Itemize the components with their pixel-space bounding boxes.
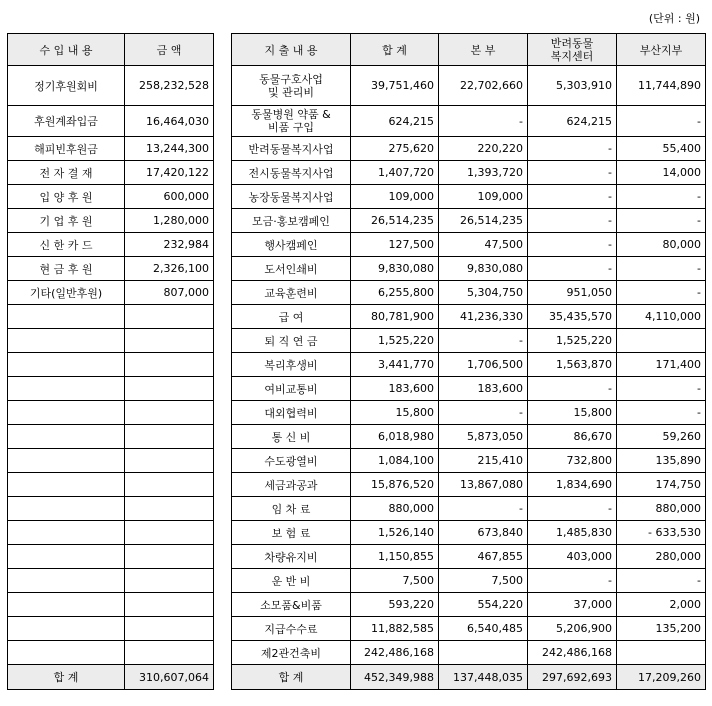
expense-amount-cell: 1,393,720 (439, 161, 528, 185)
income-amount-cell: 600,000 (125, 185, 214, 209)
income-amount-cell: 807,000 (125, 281, 214, 305)
expense-amount-cell: 1,150,855 (351, 545, 439, 569)
income-item-label: 기 업 후 원 (8, 209, 125, 233)
expense-item-label: 제2관건축비 (232, 641, 351, 665)
table-row (232, 281, 706, 305)
expense-amount-cell: 624,215 (351, 106, 439, 137)
expense-amount-cell: 171,400 (617, 353, 706, 377)
expense-amount-cell: - (617, 377, 706, 401)
empty-cell (8, 401, 125, 425)
income-total-cell: 310,607,064 (125, 665, 214, 690)
income-item-label: 신 한 카 드 (8, 233, 125, 257)
empty-cell (125, 353, 214, 377)
income-header-cell: 수 입 내 용 (8, 34, 125, 66)
table-row (232, 473, 706, 497)
income-amount-cell: 258,232,528 (125, 66, 214, 106)
expense-amount-cell: - (617, 185, 706, 209)
empty-row (8, 305, 214, 329)
expense-amount-cell: 880,000 (617, 497, 706, 521)
expense-total-row (232, 665, 706, 690)
income-header-cell: 금 액 (125, 34, 214, 66)
empty-cell (8, 545, 125, 569)
table-row (232, 617, 706, 641)
income-table (7, 33, 214, 690)
empty-row (8, 425, 214, 449)
expense-amount-cell: - (528, 137, 617, 161)
table-row (232, 305, 706, 329)
expense-item-label: 여비교통비 (232, 377, 351, 401)
expense-amount-cell: 6,255,800 (351, 281, 439, 305)
expense-amount-cell: 5,206,900 (528, 617, 617, 641)
table-row (232, 353, 706, 377)
empty-cell (8, 305, 125, 329)
empty-cell (8, 497, 125, 521)
empty-cell (8, 569, 125, 593)
expense-amount-cell: 14,000 (617, 161, 706, 185)
expense-header-row (232, 34, 706, 66)
empty-row (8, 401, 214, 425)
expense-item-label: 임 차 료 (232, 497, 351, 521)
expense-item-label: 차량유지비 (232, 545, 351, 569)
expense-amount-cell: 242,486,168 (351, 641, 439, 665)
table-row (232, 257, 706, 281)
expense-header-cell: 반려동물 복지센터 (528, 34, 617, 66)
expense-header-cell: 합 계 (351, 34, 439, 66)
expense-amount-cell: 215,410 (439, 449, 528, 473)
expense-item-label: 소모품&비품 (232, 593, 351, 617)
unit-label: (단위 : 원) (648, 12, 700, 25)
expense-amount-cell: 242,486,168 (528, 641, 617, 665)
expense-amount-cell: 127,500 (351, 233, 439, 257)
income-item-label: 정기후원회비 (8, 66, 125, 106)
empty-row (8, 521, 214, 545)
empty-cell (8, 377, 125, 401)
income-total-row (8, 665, 214, 690)
expense-amount-cell: 1,084,100 (351, 449, 439, 473)
expense-amount-cell: - (617, 106, 706, 137)
table-row (232, 106, 706, 137)
expense-amount-cell: - (528, 185, 617, 209)
empty-cell (125, 641, 214, 665)
income-item-label: 전 자 결 재 (8, 161, 125, 185)
expense-amount-cell: 39,751,460 (351, 66, 439, 106)
expense-amount-cell: 1,526,140 (351, 521, 439, 545)
expense-amount-cell: - (617, 281, 706, 305)
expense-amount-cell: 47,500 (439, 233, 528, 257)
expense-amount-cell: 135,890 (617, 449, 706, 473)
empty-row (8, 449, 214, 473)
empty-cell (125, 617, 214, 641)
table-row (8, 209, 214, 233)
empty-cell (125, 473, 214, 497)
expense-amount-cell: 80,781,900 (351, 305, 439, 329)
expense-amount-cell: 26,514,235 (351, 209, 439, 233)
expense-item-label: 퇴 직 연 금 (232, 329, 351, 353)
empty-cell (125, 497, 214, 521)
expense-total-cell: 297,692,693 (528, 665, 617, 690)
table-row (232, 377, 706, 401)
expense-header-cell: 본 부 (439, 34, 528, 66)
table-row (8, 233, 214, 257)
empty-cell (125, 593, 214, 617)
expense-amount-cell: 183,600 (351, 377, 439, 401)
empty-cell (8, 617, 125, 641)
expense-amount-cell (617, 329, 706, 353)
expense-amount-cell: 174,750 (617, 473, 706, 497)
empty-cell (8, 593, 125, 617)
expense-amount-cell: - (528, 257, 617, 281)
expense-amount-cell: - (439, 401, 528, 425)
income-total-label: 합 계 (8, 665, 125, 690)
expense-amount-cell: - (528, 209, 617, 233)
expense-amount-cell: 15,800 (351, 401, 439, 425)
expense-amount-cell: 1,834,690 (528, 473, 617, 497)
expense-item-label: 수도광열비 (232, 449, 351, 473)
table-row (8, 257, 214, 281)
empty-cell (8, 329, 125, 353)
expense-amount-cell: 1,706,500 (439, 353, 528, 377)
table-row (232, 137, 706, 161)
expense-amount-cell: - (617, 569, 706, 593)
expense-item-label: 농장동물복지사업 (232, 185, 351, 209)
empty-row (8, 545, 214, 569)
expense-amount-cell: 59,260 (617, 425, 706, 449)
expense-amount-cell: 6,018,980 (351, 425, 439, 449)
expense-amount-cell: 22,702,660 (439, 66, 528, 106)
empty-cell (125, 377, 214, 401)
expense-amount-cell: 37,000 (528, 593, 617, 617)
expense-amount-cell: 86,670 (528, 425, 617, 449)
table-row (232, 209, 706, 233)
expense-item-label: 반려동물복지사업 (232, 137, 351, 161)
expense-amount-cell: 26,514,235 (439, 209, 528, 233)
expense-amount-cell: - (439, 106, 528, 137)
expense-table (231, 33, 706, 690)
table-row (232, 449, 706, 473)
expense-amount-cell: 593,220 (351, 593, 439, 617)
empty-row (8, 641, 214, 665)
expense-amount-cell: 467,855 (439, 545, 528, 569)
expense-item-label: 행사캠페인 (232, 233, 351, 257)
income-item-label: 해피빈후원금 (8, 137, 125, 161)
table-row (232, 593, 706, 617)
expense-amount-cell: 3,441,770 (351, 353, 439, 377)
income-amount-cell: 16,464,030 (125, 106, 214, 137)
expense-amount-cell: - (439, 497, 528, 521)
empty-row (8, 473, 214, 497)
expense-amount-cell: 7,500 (351, 569, 439, 593)
expense-item-label: 교육훈련비 (232, 281, 351, 305)
expense-amount-cell: - (528, 161, 617, 185)
expense-header-cell: 지 출 내 용 (232, 34, 351, 66)
expense-item-label: 대외협력비 (232, 401, 351, 425)
expense-amount-cell: 5,304,750 (439, 281, 528, 305)
expense-amount-cell: - 633,530 (617, 521, 706, 545)
expense-amount-cell: 1,407,720 (351, 161, 439, 185)
expense-amount-cell: 280,000 (617, 545, 706, 569)
empty-cell (125, 329, 214, 353)
expense-item-label: 지급수수료 (232, 617, 351, 641)
expense-amount-cell: 5,303,910 (528, 66, 617, 106)
income-item-label: 후원계좌입금 (8, 106, 125, 137)
expense-amount-cell: 1,525,220 (351, 329, 439, 353)
expense-item-label: 보 험 료 (232, 521, 351, 545)
expense-amount-cell: 6,540,485 (439, 617, 528, 641)
expense-amount-cell: 275,620 (351, 137, 439, 161)
table-row (232, 66, 706, 106)
expense-amount-cell: 7,500 (439, 569, 528, 593)
table-row (232, 545, 706, 569)
expense-item-label: 동물구호사업 및 관리비 (232, 66, 351, 106)
empty-row (8, 377, 214, 401)
expense-item-label: 통 신 비 (232, 425, 351, 449)
expense-amount-cell: - (528, 497, 617, 521)
expense-item-label: 세금과공과 (232, 473, 351, 497)
expense-amount-cell: 880,000 (351, 497, 439, 521)
expense-amount-cell: 1,563,870 (528, 353, 617, 377)
empty-cell (8, 473, 125, 497)
expense-amount-cell: 5,873,050 (439, 425, 528, 449)
table-row (8, 137, 214, 161)
expense-amount-cell: - (617, 257, 706, 281)
expense-amount-cell: 109,000 (439, 185, 528, 209)
empty-cell (125, 449, 214, 473)
expense-item-label: 도서인쇄비 (232, 257, 351, 281)
income-amount-cell: 1,280,000 (125, 209, 214, 233)
expense-amount-cell: - (439, 329, 528, 353)
expense-amount-cell: - (617, 401, 706, 425)
expense-amount-cell: 80,000 (617, 233, 706, 257)
expense-amount-cell: 35,435,570 (528, 305, 617, 329)
expense-total-cell: 17,209,260 (617, 665, 706, 690)
expense-item-label: 운 반 비 (232, 569, 351, 593)
table-row (232, 161, 706, 185)
table-row (232, 497, 706, 521)
empty-cell (8, 641, 125, 665)
expense-total-cell: 137,448,035 (439, 665, 528, 690)
income-amount-cell: 2,326,100 (125, 257, 214, 281)
expense-total-cell: 452,349,988 (351, 665, 439, 690)
expense-amount-cell: 9,830,080 (439, 257, 528, 281)
income-amount-cell: 232,984 (125, 233, 214, 257)
expense-amount-cell: - (528, 569, 617, 593)
empty-cell (125, 521, 214, 545)
empty-row (8, 497, 214, 521)
expense-amount-cell: 11,744,890 (617, 66, 706, 106)
expense-amount-cell: 13,867,080 (439, 473, 528, 497)
expense-amount-cell: 183,600 (439, 377, 528, 401)
expense-amount-cell: 951,050 (528, 281, 617, 305)
table-row (8, 66, 214, 106)
expense-amount-cell (439, 641, 528, 665)
empty-cell (125, 401, 214, 425)
expense-amount-cell: 15,800 (528, 401, 617, 425)
expense-amount-cell: 1,525,220 (528, 329, 617, 353)
table-row (8, 161, 214, 185)
expense-amount-cell: 135,200 (617, 617, 706, 641)
table-row (232, 185, 706, 209)
expense-amount-cell: 11,882,585 (351, 617, 439, 641)
expense-amount-cell: 732,800 (528, 449, 617, 473)
income-item-label: 현 금 후 원 (8, 257, 125, 281)
expense-amount-cell: 624,215 (528, 106, 617, 137)
expense-amount-cell: 41,236,330 (439, 305, 528, 329)
empty-row (8, 329, 214, 353)
expense-amount-cell: 403,000 (528, 545, 617, 569)
income-item-label: 입 양 후 원 (8, 185, 125, 209)
expense-amount-cell (617, 641, 706, 665)
table-row (232, 521, 706, 545)
table-row (8, 185, 214, 209)
empty-row (8, 569, 214, 593)
empty-cell (8, 521, 125, 545)
expense-amount-cell: 220,220 (439, 137, 528, 161)
expense-amount-cell: 1,485,830 (528, 521, 617, 545)
expense-total-label: 합 계 (232, 665, 351, 690)
expense-item-label: 복리후생비 (232, 353, 351, 377)
empty-row (8, 617, 214, 641)
expense-amount-cell: 109,000 (351, 185, 439, 209)
expense-amount-cell: 4,110,000 (617, 305, 706, 329)
income-amount-cell: 13,244,300 (125, 137, 214, 161)
expense-amount-cell: - (528, 233, 617, 257)
expense-header-cell: 부산지부 (617, 34, 706, 66)
table-row (232, 401, 706, 425)
expense-amount-cell: 2,000 (617, 593, 706, 617)
income-item-label: 기타(일반후원) (8, 281, 125, 305)
expense-amount-cell: 673,840 (439, 521, 528, 545)
expense-amount-cell: - (528, 377, 617, 401)
empty-cell (125, 569, 214, 593)
empty-cell (125, 425, 214, 449)
expense-amount-cell: 55,400 (617, 137, 706, 161)
expense-amount-cell: 554,220 (439, 593, 528, 617)
table-row (232, 569, 706, 593)
expense-item-label: 급 여 (232, 305, 351, 329)
empty-row (8, 593, 214, 617)
expense-item-label: 동물병원 약품 & 비품 구입 (232, 106, 351, 137)
expense-amount-cell: - (617, 209, 706, 233)
expense-item-label: 전시동물복지사업 (232, 161, 351, 185)
empty-cell (8, 449, 125, 473)
empty-cell (125, 545, 214, 569)
empty-row (8, 353, 214, 377)
empty-cell (8, 425, 125, 449)
income-header-row (8, 34, 214, 66)
empty-cell (8, 353, 125, 377)
table-row (8, 281, 214, 305)
table-row (8, 106, 214, 137)
table-row (232, 641, 706, 665)
table-row (232, 425, 706, 449)
expense-amount-cell: 9,830,080 (351, 257, 439, 281)
table-row (232, 233, 706, 257)
expense-amount-cell: 15,876,520 (351, 473, 439, 497)
table-row (232, 329, 706, 353)
income-amount-cell: 17,420,122 (125, 161, 214, 185)
expense-item-label: 모금·홍보캠페인 (232, 209, 351, 233)
empty-cell (125, 305, 214, 329)
